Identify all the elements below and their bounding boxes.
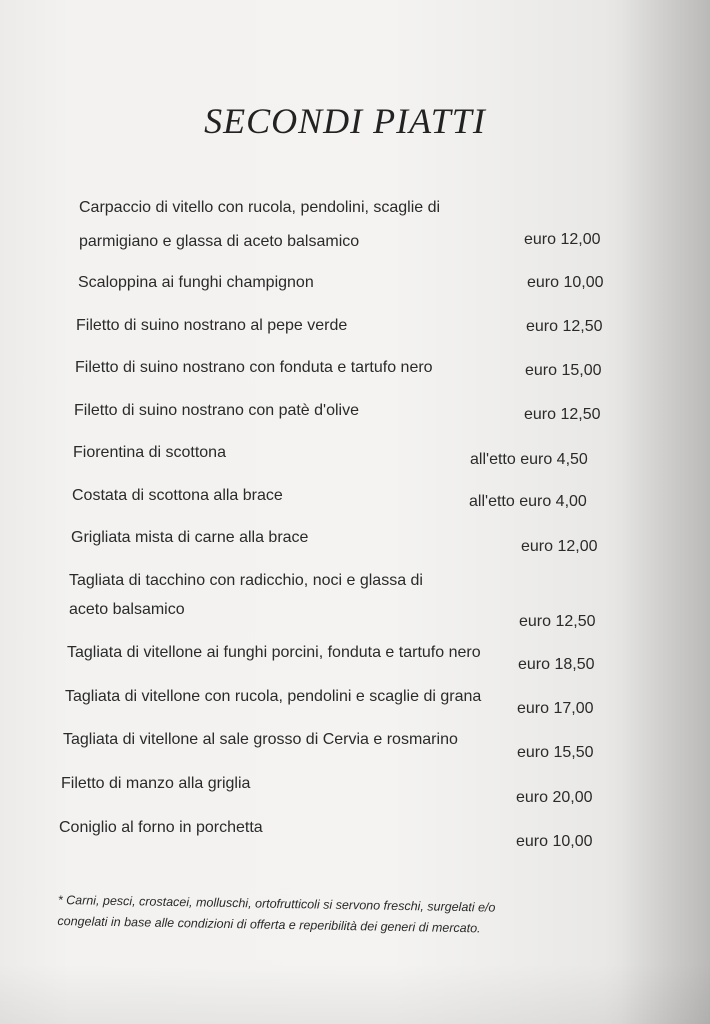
footnote <box>57 890 618 942</box>
footnote-line: congelati in base alle condizioni di offerta e reperibilità dei generi di mercato. <box>57 913 481 936</box>
menu-item-name: Filetto di manzo alla griglia <box>61 775 251 792</box>
page-shadow-bottom <box>0 964 710 1024</box>
menu-item-name-line2: aceto balsamico <box>69 601 185 618</box>
menu-item-price: euro 10,00 <box>516 833 593 850</box>
menu-item-price: euro 12,00 <box>524 231 601 248</box>
menu-item-name: Scaloppina ai funghi champignon <box>78 274 314 291</box>
menu-item-price: euro 12,50 <box>519 613 596 630</box>
menu-item-price: all'etto euro 4,00 <box>469 493 587 510</box>
menu-item-name: Filetto di suino nostrano al pepe verde <box>76 317 348 334</box>
menu-item-name: Tagliata di vitellone ai funghi porcini, fonduta e tartufo nero <box>67 644 481 661</box>
menu-item-name: Carpaccio di vitello con rucola, pendolini, scaglie di <box>79 199 441 216</box>
menu-item-name-line2: parmigiano e glassa di aceto balsamico <box>79 233 360 250</box>
menu-item-name: Filetto di suino nostrano con fonduta e tartufo nero <box>75 359 433 376</box>
page-shadow-right <box>620 0 710 1024</box>
menu-item-price: euro 12,50 <box>524 406 601 423</box>
footnote-line: * Carni, pesci, crostacei, molluschi, ortofrutticoli si servono freschi, surgelati e/o <box>57 892 496 915</box>
menu-item-name: Costata di scottona alla brace <box>72 487 283 504</box>
menu-item-name: Grigliata mista di carne alla brace <box>71 529 309 546</box>
menu-item-price: all'etto euro 4,50 <box>470 451 588 468</box>
menu-title: SECONDI PIATTI <box>204 101 486 141</box>
menu-item-name: Fiorentina di scottona <box>73 444 226 461</box>
menu-item-name: Tagliata di vitellone al sale grosso di Cervia e rosmarino <box>63 731 458 748</box>
menu-item-price: euro 15,50 <box>517 744 594 761</box>
menu-item-name: Filetto di suino nostrano con patè d'olive <box>74 402 360 419</box>
menu-item-name: Tagliata di vitellone con rucola, pendolini e scaglie di grana <box>65 688 482 705</box>
menu-item-price: euro 17,00 <box>517 700 594 717</box>
menu-item-price: euro 18,50 <box>518 656 595 673</box>
menu-item-price: euro 10,00 <box>527 274 604 291</box>
menu-item-price: euro 15,00 <box>525 362 602 379</box>
menu-item-price: euro 20,00 <box>516 789 593 806</box>
menu-item-name: Tagliata di tacchino con radicchio, noci e glassa di <box>69 572 423 589</box>
menu-item-name: Coniglio al forno in porchetta <box>59 819 263 836</box>
menu-item-price: euro 12,50 <box>526 318 603 335</box>
menu-item-price: euro 12,00 <box>521 538 598 555</box>
